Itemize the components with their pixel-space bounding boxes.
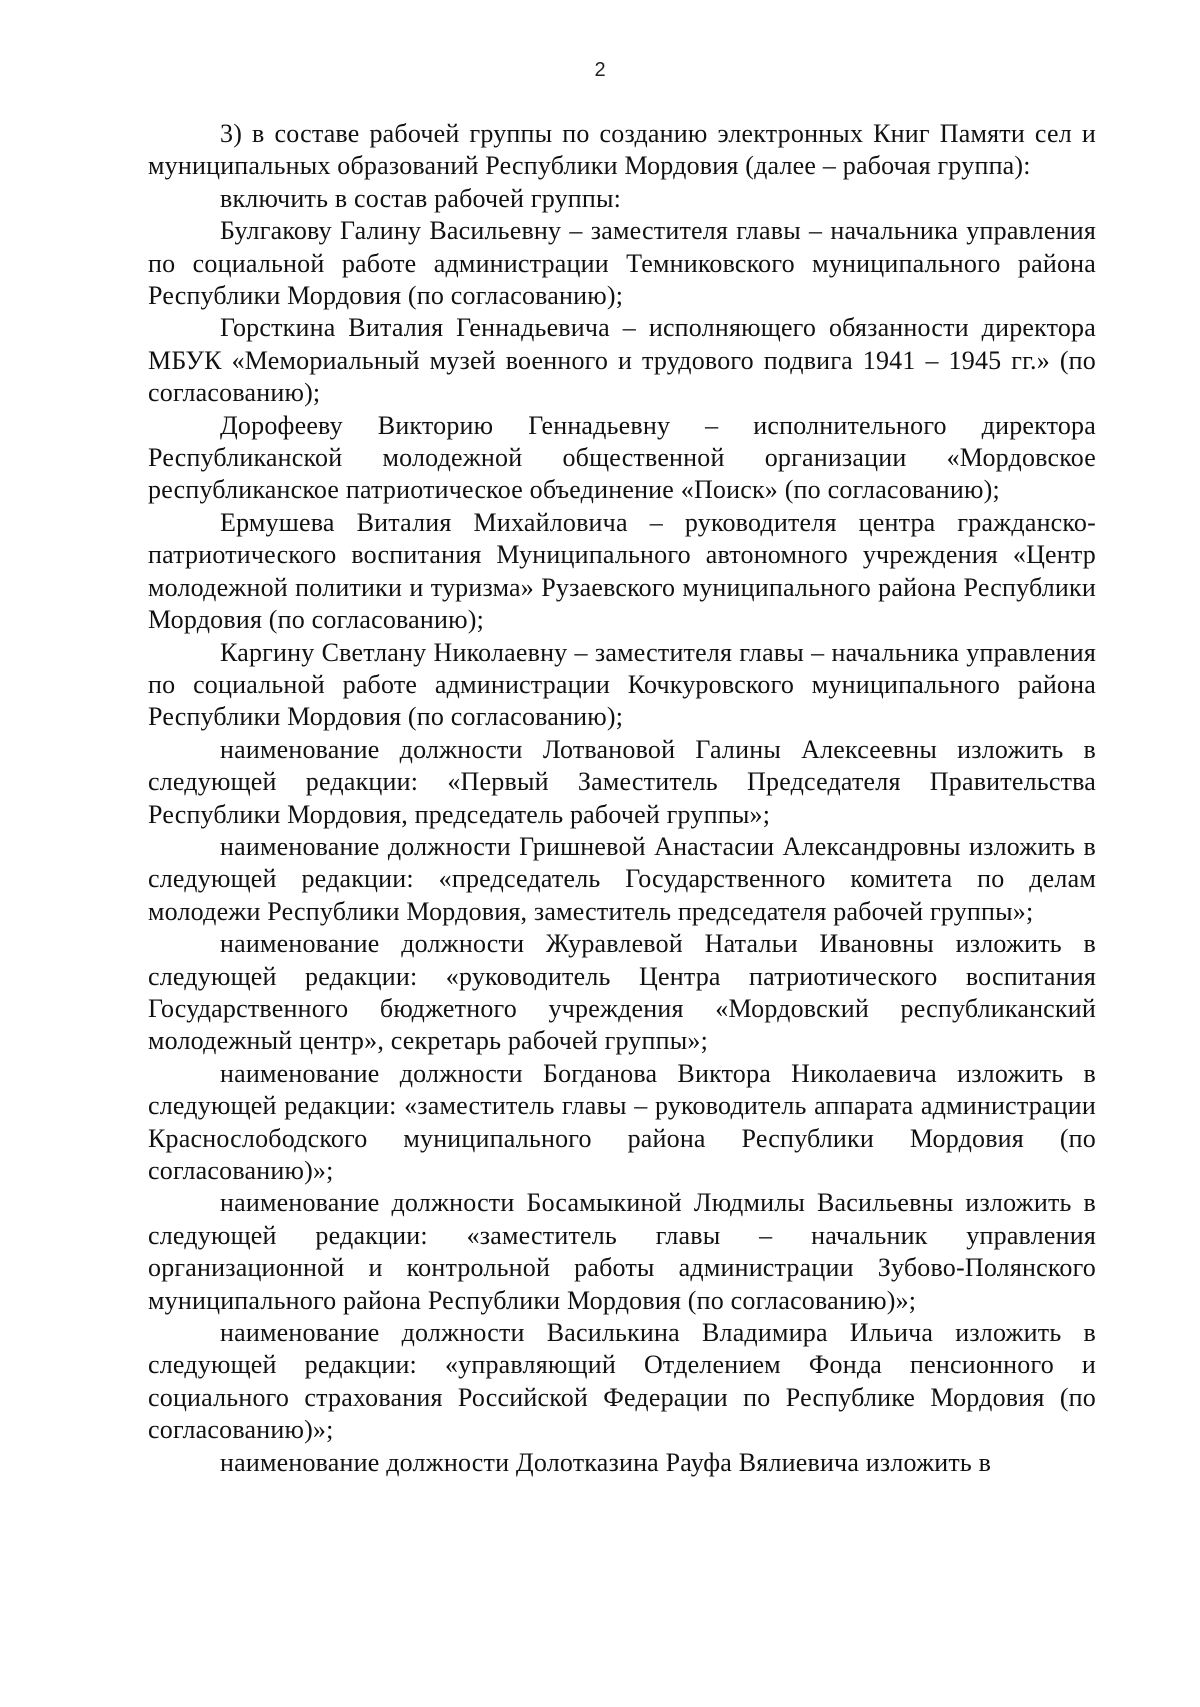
paragraph-member-ermushev: Ермушева Виталия Михайловича – руководителя центра гражданско-патриотического воспитания Муниципального автономного учреждения «Центр молодежной политики и туризма» Рузаевского муниципального района Республики Мордовия (по согласованию); [148,507,1096,635]
paragraph-position-grishneva: наименование должности Гришневой Анастасии Александровны изложить в следующей редакции: «председатель Государственного комитета по делам молодежи Республики Мордовия, заместитель председателя рабочей группы»; [148,831,1096,926]
paragraph-member-dorofeeva: Дорофееву Викторию Геннадьевну – исполнительного директора Республиканской молодежной общественной организации «Мордовское республиканское патриотическое объединение «Поиск» (по согласованию); [148,410,1096,505]
paragraph-position-bogdanov: наименование должности Богданова Виктора Николаевича изложить в следующей редакции: «заместитель главы – руководитель аппарата администрации Краснослободского муниципального района Республики Мордовия (по согласованию)»; [148,1058,1096,1185]
paragraph-member-gorstkin: Горсткина Виталия Геннадьевича – исполняющего обязанности директора МБУК «Мемориальный музей военного и трудового подвига 1941 – 1945 гг.» (по согласованию); [148,313,1096,408]
paragraph-item-3-working-group: 3) в составе рабочей группы по созданию электронных Книг Памяти сел и муниципальных образований Республики Мордовия (далее – рабочая группа): [148,119,1096,181]
paragraph-include-members: включить в состав рабочей группы: [220,183,622,213]
paragraph-position-vasilkin: наименование должности Василькина Владимира Ильича изложить в следующей редакции: «управляющий Отделением Фонда пенсионного и социального страхования Российской Федерации по Республике Мордовия (по согласованию)»; [148,1318,1096,1445]
paragraph-position-bosamykina: наименование должности Босамыкиной Людмилы Васильевны изложить в следующей редакции: «заместитель главы – начальник управления организационной и контрольной работы администрации Зубово-Полянского муниципального района Республики Мордовия (по согласованию)»; [148,1188,1096,1315]
paragraph-member-bulgakova: Булгакову Галину Васильевну – заместителя главы – начальника управления по социальной работе администрации Темниковского муниципального района Республики Мордовия (по согласованию); [148,216,1096,311]
paragraph-member-kargina: Каргину Светлану Николаевну – заместителя главы – начальника управления по социальной работе администрации Кочкуровского муниципального района Республики Мордовия (по согласованию); [148,637,1096,732]
paragraph-position-dolotkazin: наименование должности Долотказина Рауфа Вялиевича изложить в [220,1447,992,1477]
paragraph-position-zhuravleva: наименование должности Журавлевой Натальи Ивановны изложить в следующей редакции: «руководитель Центра патриотического воспитания Государственного бюджетного учреждения «Мордовский республиканский молодежный центр», секретарь рабочей группы»; [148,929,1096,1056]
document-body [148,118,1096,1479]
paragraph-position-lotvanova: наименование должности Лотвановой Галины Алексеевны изложить в следующей редакции: «Первый Заместитель Председателя Правительства Республики Мордовия, председатель рабочей группы»; [148,734,1096,829]
page-number: 2 [594,59,606,81]
